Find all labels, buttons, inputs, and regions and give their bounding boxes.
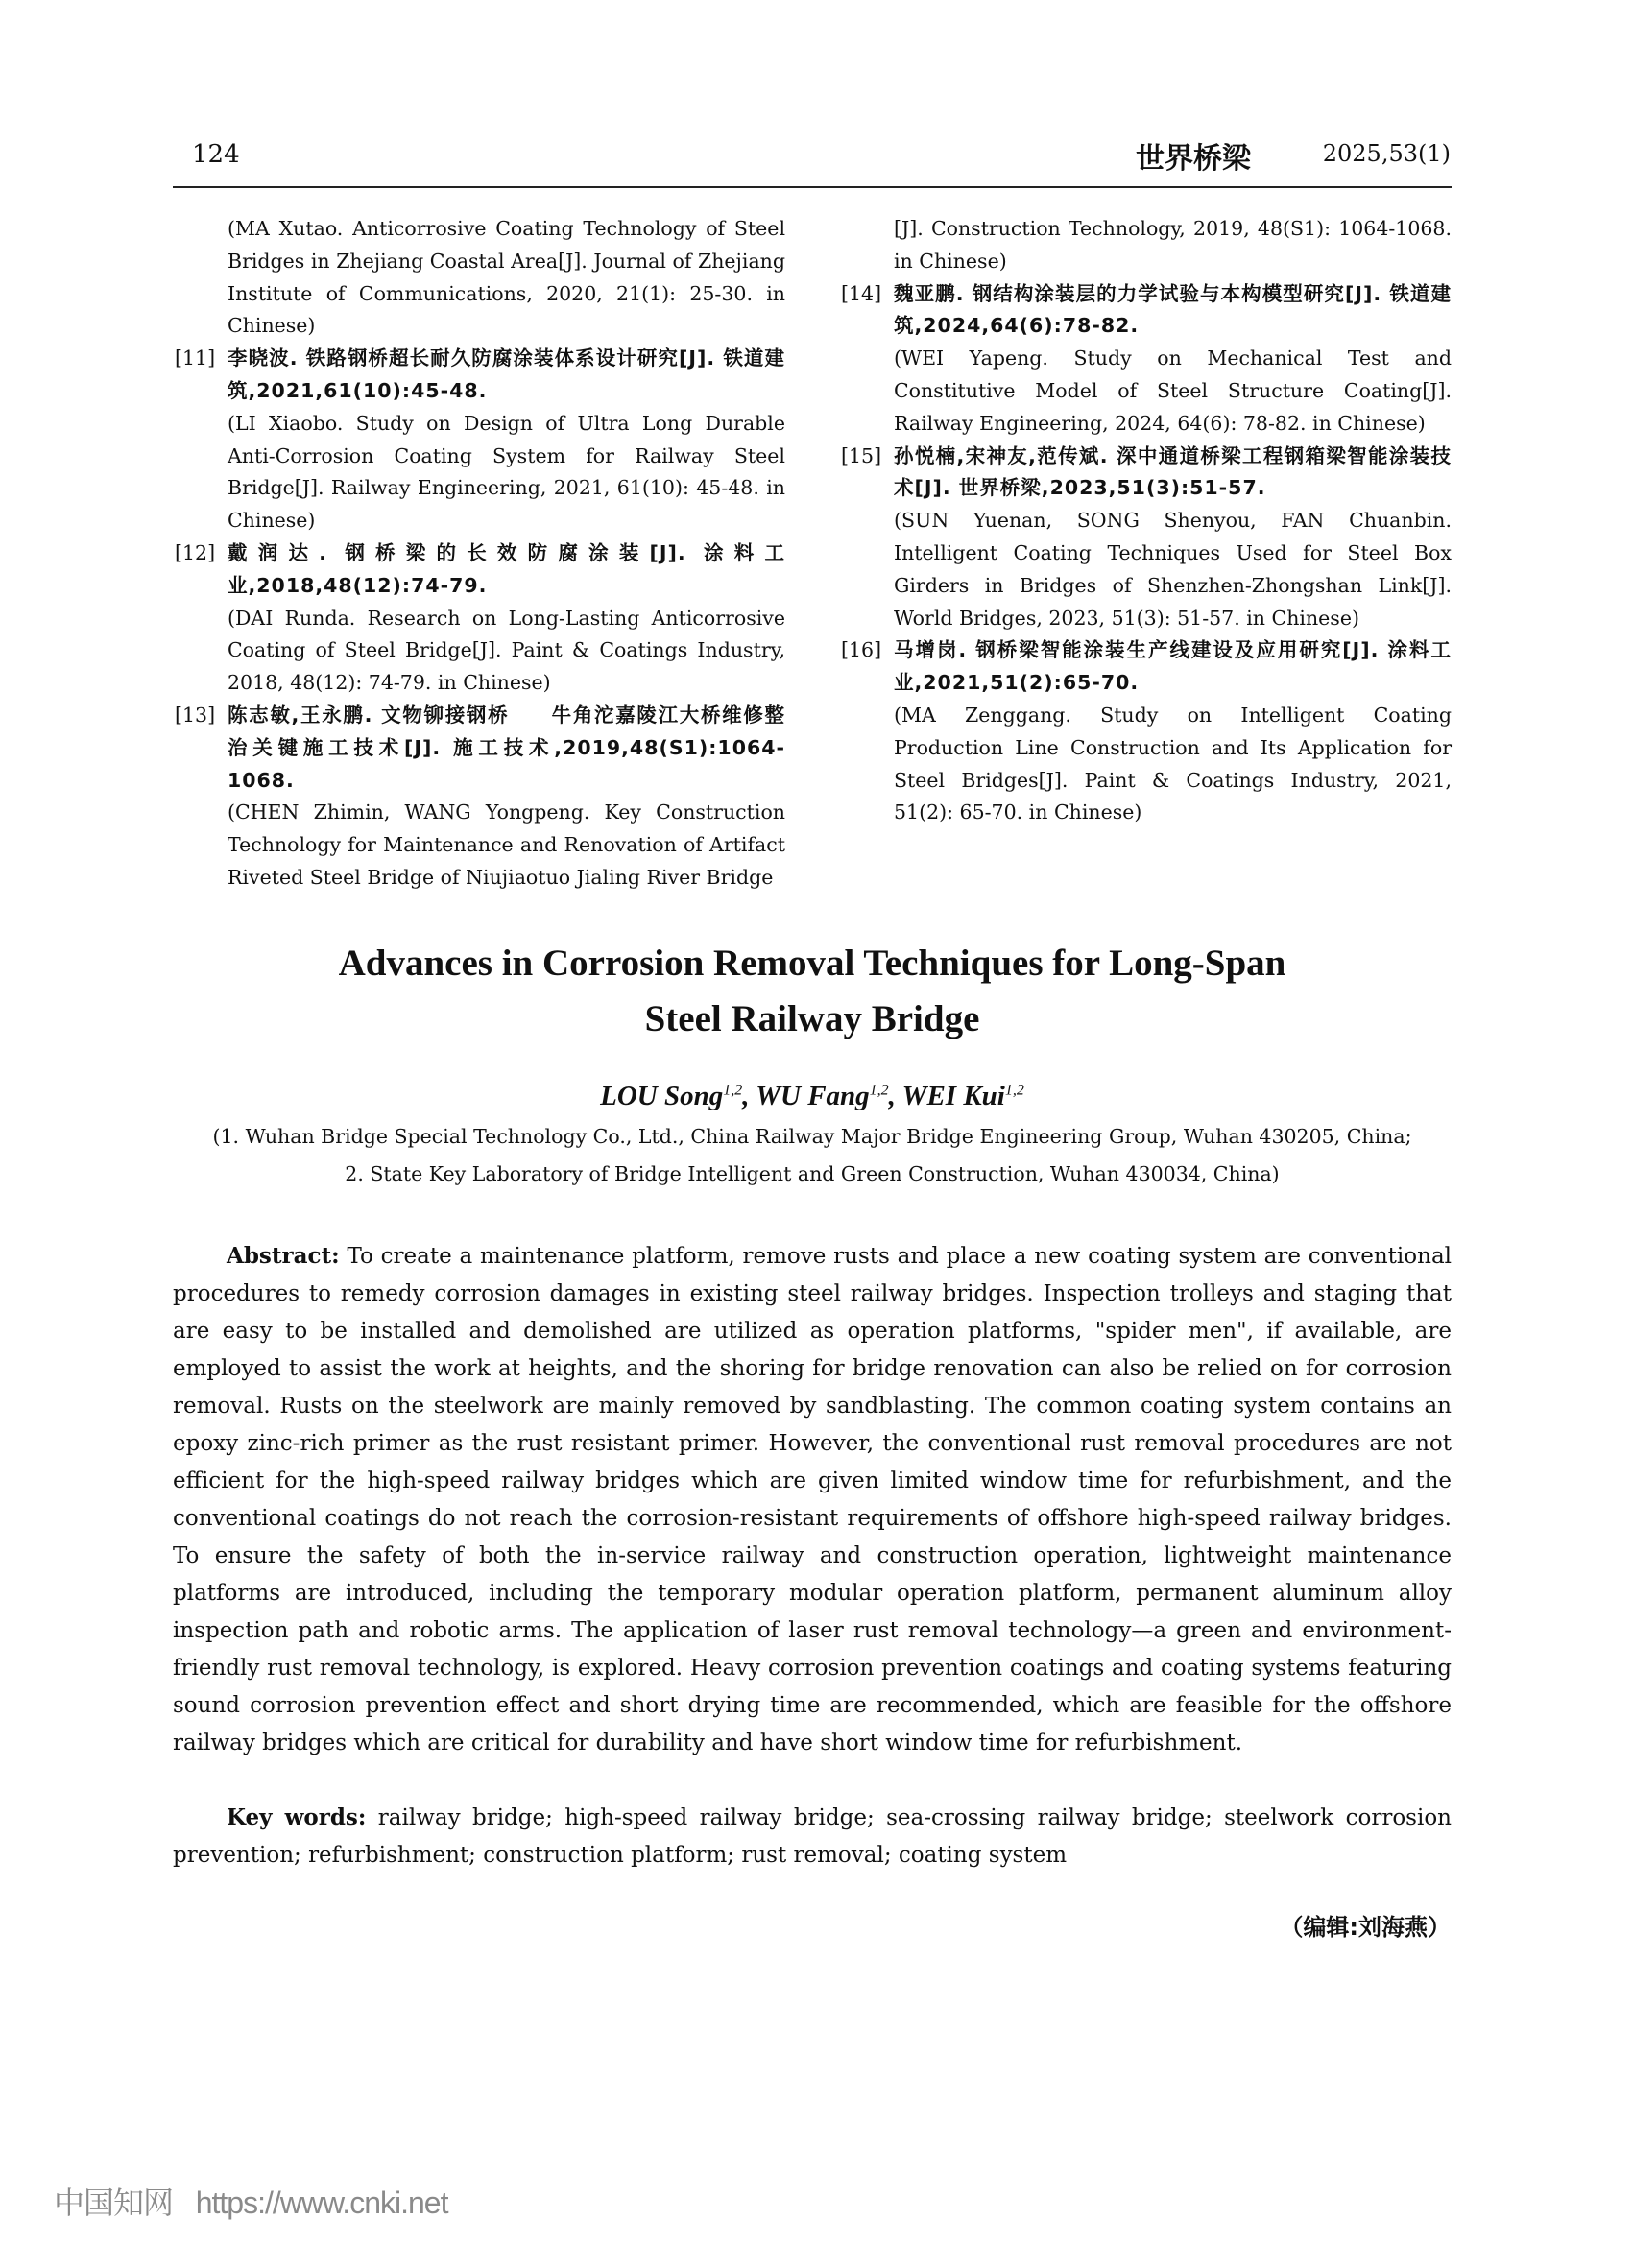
reference-zh: 魏亚鹏. 钢结构涂装层的力学试验与本构模型研究[J]. 铁道建筑,2024,64(6):78-82. — [894, 281, 1452, 338]
keywords-label: Key words: — [227, 1804, 367, 1830]
affiliation-2: 2. State Key Laboratory of Bridge Intelligent and Green Construction, Wuhan 430034, China) — [345, 1162, 1280, 1185]
reference-item — [175, 700, 785, 895]
reference-en: [J]. Construction Technology, 2019, 48(S1): 1064-1068. in Chinese) — [894, 217, 1452, 273]
abstract-label: Abstract: — [227, 1243, 340, 1269]
reference-zh: 陈志敏,王永鹏. 文物铆接钢桥 牛角沱嘉陵江大桥维修整治关键施工技术[J]. 施工技术,2019,48(S1):1064-1068. — [228, 703, 785, 792]
author-affiliation-mark: 1,2 — [869, 1082, 889, 1099]
reference-number: [16] — [841, 638, 882, 662]
title-line: Steel Railway Bridge — [644, 998, 980, 1039]
author-name: WU Fang — [756, 1081, 870, 1111]
cnki-watermark — [54, 2179, 447, 2223]
article-title — [173, 936, 1452, 1047]
reference-item — [841, 213, 1452, 278]
reference-en: (MA Xutao. Anticorrosive Coating Technology of Steel Bridges in Zhejiang Coastal Area[J]. Journal of Zhejiang Institute of Communications, 2020, 21(1): 25-30. in Chinese) — [228, 217, 785, 338]
abstract-text: To create a maintenance platform, remove rusts and place a new coating system are conventional procedures to remedy corrosion damages in existing steel railway bridges. Inspection trolleys and staging that are easy to be installed and demolished are utilized as operation platforms, "spider men", if available, are employed to assist the work at heights, and the shoring for bridge renovation can also be relied on for corrosion removal. Rusts on the steelwork are mainly removed by sandblasting. The common coating system contains an epoxy zinc-rich primer as the rust resistant primer. However, the conventional rust removal procedures are not efficient for the high-speed railway bridges which are given limited window time for refurbishment, and the conventional coatings do not reach the corrosion-resistant requirements of offshore high-speed railway bridges. To ensure the safety of both the in-service railway and construction operation, lightweight maintenance platforms are introduced, including the temporary modular operation platform, permanent aluminum alloy inspection path and robotic arms. The application of laser rust removal technology—a green and environment-friendly rust removal technology, is explored. Heavy corrosion prevention coatings and coating systems featuring sound corrosion prevention effect and short drying time are recommended, which are feasible for the offshore railway bridges which are critical for durability and have short window time for refurbishment. — [173, 1244, 1453, 1755]
reference-en: (DAI Runda. Research on Long-Lasting Anticorrosive Coating of Steel Bridge[J]. Paint & Coatings Industry, 2018, 48(12): 74-79. in Chinese) — [228, 606, 785, 695]
keywords-text: railway bridge; high-speed railway bridge; sea-crossing railway bridge; steelwork corrosion prevention; refurbishment; construction platform; rust removal; coating system — [173, 1805, 1452, 1868]
reference-number: [11] — [175, 346, 216, 370]
author-name: WEI Kui — [901, 1081, 1005, 1111]
reference-zh: 戴润达. 钢桥梁的长效防腐涂装[J]. 涂料工业,2018,48(12):74-79. — [228, 540, 785, 597]
reference-item — [841, 634, 1452, 829]
reference-en: (LI Xiaobo. Study on Design of Ultra Long Durable Anti-Corrosion Coating System for Railway Steel Bridge[J]. Railway Engineering, 2021, 61(10): 45-48. in Chinese) — [228, 411, 785, 533]
reference-number: [13] — [175, 703, 216, 727]
journal-name: 世界桥梁 — [1136, 142, 1251, 176]
page-number: 124 — [192, 140, 240, 169]
author-affiliation-mark: 1,2 — [723, 1082, 743, 1099]
editor-note: （编辑:刘海燕） — [1280, 1914, 1451, 1941]
author-affiliation-mark: 1,2 — [1004, 1082, 1024, 1099]
reference-item — [175, 213, 785, 343]
reference-item — [841, 278, 1452, 441]
reference-en: (WEI Yapeng. Study on Mechanical Test and Constitutive Model of Steel Structure Coating[J]. Railway Engineering, 2024, 64(6): 78-82. in Chinese) — [894, 346, 1452, 435]
references-right-column — [841, 213, 1452, 829]
title-line: Advances in Corrosion Removal Techniques for Long-Span — [338, 943, 1286, 984]
keywords — [173, 1799, 1452, 1874]
watermark-url: https://www.cnki.net — [195, 2185, 448, 2220]
reference-item — [175, 537, 785, 700]
reference-zh: 孙悦楠,宋神友,范传斌. 深中通道桥梁工程钢箱梁智能涂装技术[J]. 世界桥梁,2023,51(3):51-57. — [894, 443, 1452, 500]
affiliation-1: (1. Wuhan Bridge Special Technology Co., Ltd., China Railway Major Bridge Engineering Group, Wuhan 430205, China; — [212, 1125, 1412, 1148]
reference-number: [12] — [175, 540, 216, 564]
reference-item — [841, 441, 1452, 635]
reference-en: (SUN Yuenan, SONG Shenyou, FAN Chuanbin. Intelligent Coating Techniques Used for Steel Box Girders in Bridges of Shenzhen-Zhongshan Link[J]. World Bridges, 2023, 51(3): 51-57. in Chinese) — [894, 509, 1452, 630]
author-name: LOU Song — [600, 1081, 724, 1111]
author-list: LOU Song$^{1,2}$, WU Fang$^{1,2}$, WEI Kui$^{1,2}$ — [600, 1081, 1024, 1111]
journal-volume: 2025,53(1) — [1322, 140, 1451, 167]
reference-item — [175, 343, 785, 537]
header-rule — [173, 186, 1452, 188]
abstract — [173, 1237, 1452, 1762]
reference-zh: 马增岗. 钢桥梁智能涂装生产线建设及应用研究[J]. 涂料工业,2021,51(2):65-70. — [894, 638, 1452, 695]
reference-en: (CHEN Zhimin, WANG Yongpeng. Key Construction Technology for Maintenance and Renovation of Artifact Riveted Steel Bridge of Niujiaotuo Jialing River Bridge — [228, 800, 785, 889]
reference-number: [14] — [841, 281, 882, 305]
reference-zh: 李晓波. 铁路钢桥超长耐久防腐涂装体系设计研究[J]. 铁道建筑,2021,61(10):45-48. — [228, 346, 785, 402]
reference-number: [15] — [841, 443, 882, 467]
watermark-site-name: 中国知网 — [54, 2185, 174, 2220]
reference-en: (MA Zenggang. Study on Intelligent Coating Production Line Construction and Its Application for Steel Bridges[J]. Paint & Coatings Industry, 2021, 51(2): 65-70. in Chinese) — [894, 703, 1452, 824]
references-left-column — [175, 213, 785, 895]
